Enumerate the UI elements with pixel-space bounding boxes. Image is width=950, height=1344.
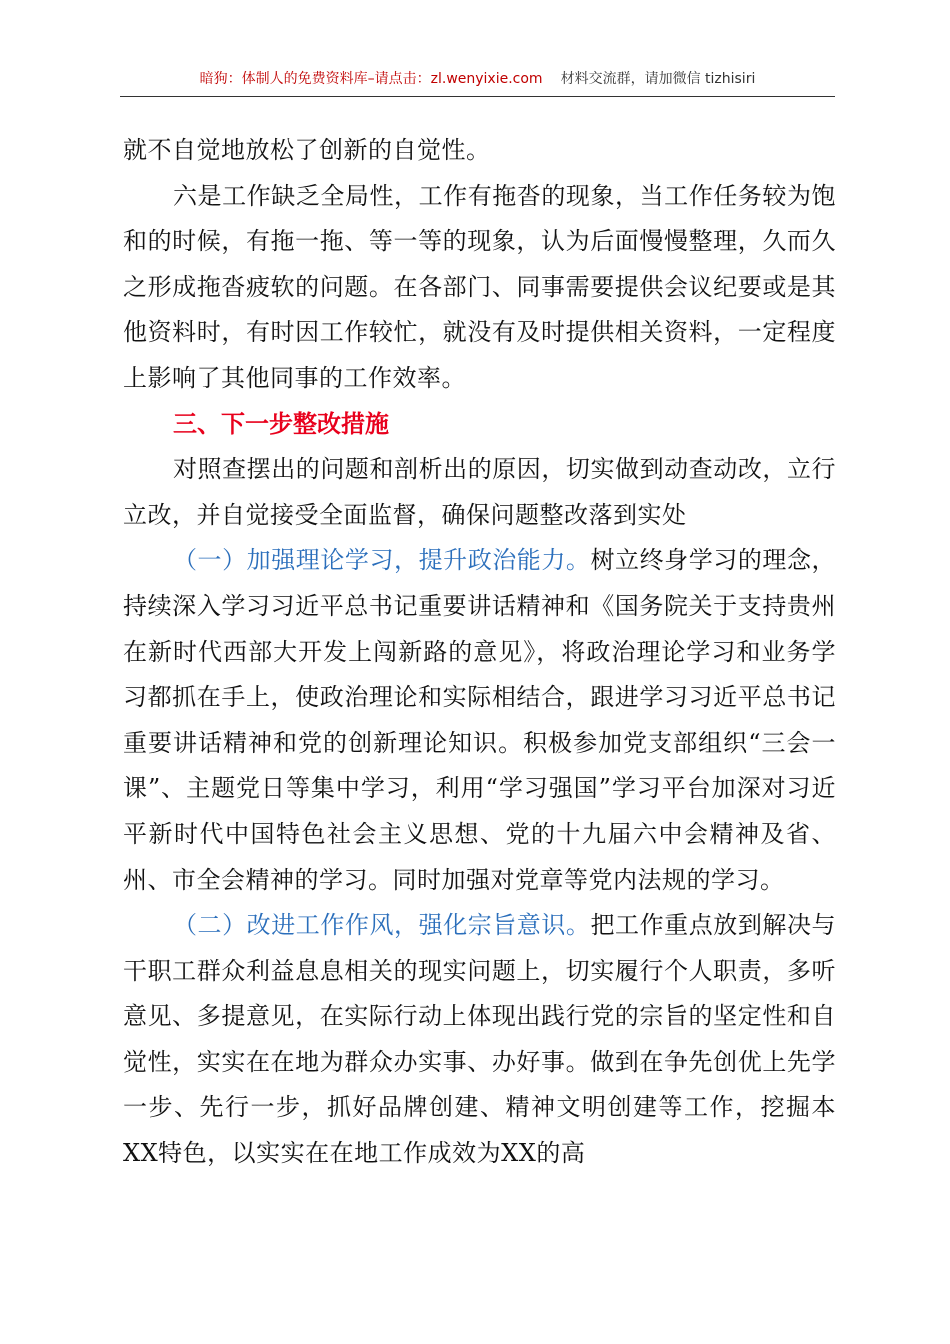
paragraph-item-six: 六是工作缺乏全局性，工作有拖沓的现象，当工作任务较为饱和的时候，有拖一拖、等一等的现象，认为后面慢慢整理，久而久之形成拖沓疲软的问题。在各部门、同事需要提供会议纪要或是其他资料时，有时因工作较忙，就没有及时提供相关资料，一定程度上影响了其他同事的工作效率。 [123,181,836,392]
measure-one-text: 树立终身学习的理念，持续深入学习习近平总书记重要讲话精神和《国务院关于支持贵州在新时代西部大开发上闯新路的意见》，将政治理论学习和业务学习都抓在手上，使政治理论和实际相结合，跟进学习习近平总书记重要讲话精神和党的创新理论知识。积极参加党支部组织“三会一课”、主题党日等集中学习，利用“学习强国”学习平台加深对习近平新时代中国特色社会主义思想、党的十九届六中会精神及省、州、市全会精神的学习。同时加强对党章等党内法规的学习。 [123,546,837,894]
header-site-name: 暗狗：体制人的免费资料库 [199,71,368,87]
paragraph-continuation: 就不自觉地放松了创新的自觉性。 [123,136,491,164]
header-wechat-info: 材料交流群，请加微信 tizhisiri [560,71,756,87]
section-heading: 三、下一步整改措施 [173,409,389,438]
measure-two-text: 把工作重点放到解决与干职工群众利益息息相关的现实问题上，切实履行个人职责，多听意见、多提意见，在实际行动上体现出践行党的宗旨的坚定性和自觉性，实实在在地为群众办实事、办好事。做到在争先创优上先学一步、先行一步，抓好品牌创建、精神文明创建等工作，挖掘本XX特色，以实实在在地工作成效为XX的高 [123,911,837,1168]
subheading-measure-one: （一）加强理论学习，提升政治能力。 [173,546,591,575]
document-body [123,128,836,1177]
subheading-measure-two: （二）改进工作作风，强化宗旨意识。 [173,911,591,940]
paragraph-intro: 对照查摆出的问题和剖析出的原因，切实做到动查动改，立行立改，并自觉接受全面监督，确保问题整改落到实处 [123,455,836,529]
paragraph-measure-one [123,538,836,903]
header-link[interactable]: –请点击：zl.wenyixie.com [367,71,543,87]
paragraph-measure-two [123,903,836,1177]
page-header [120,62,835,97]
